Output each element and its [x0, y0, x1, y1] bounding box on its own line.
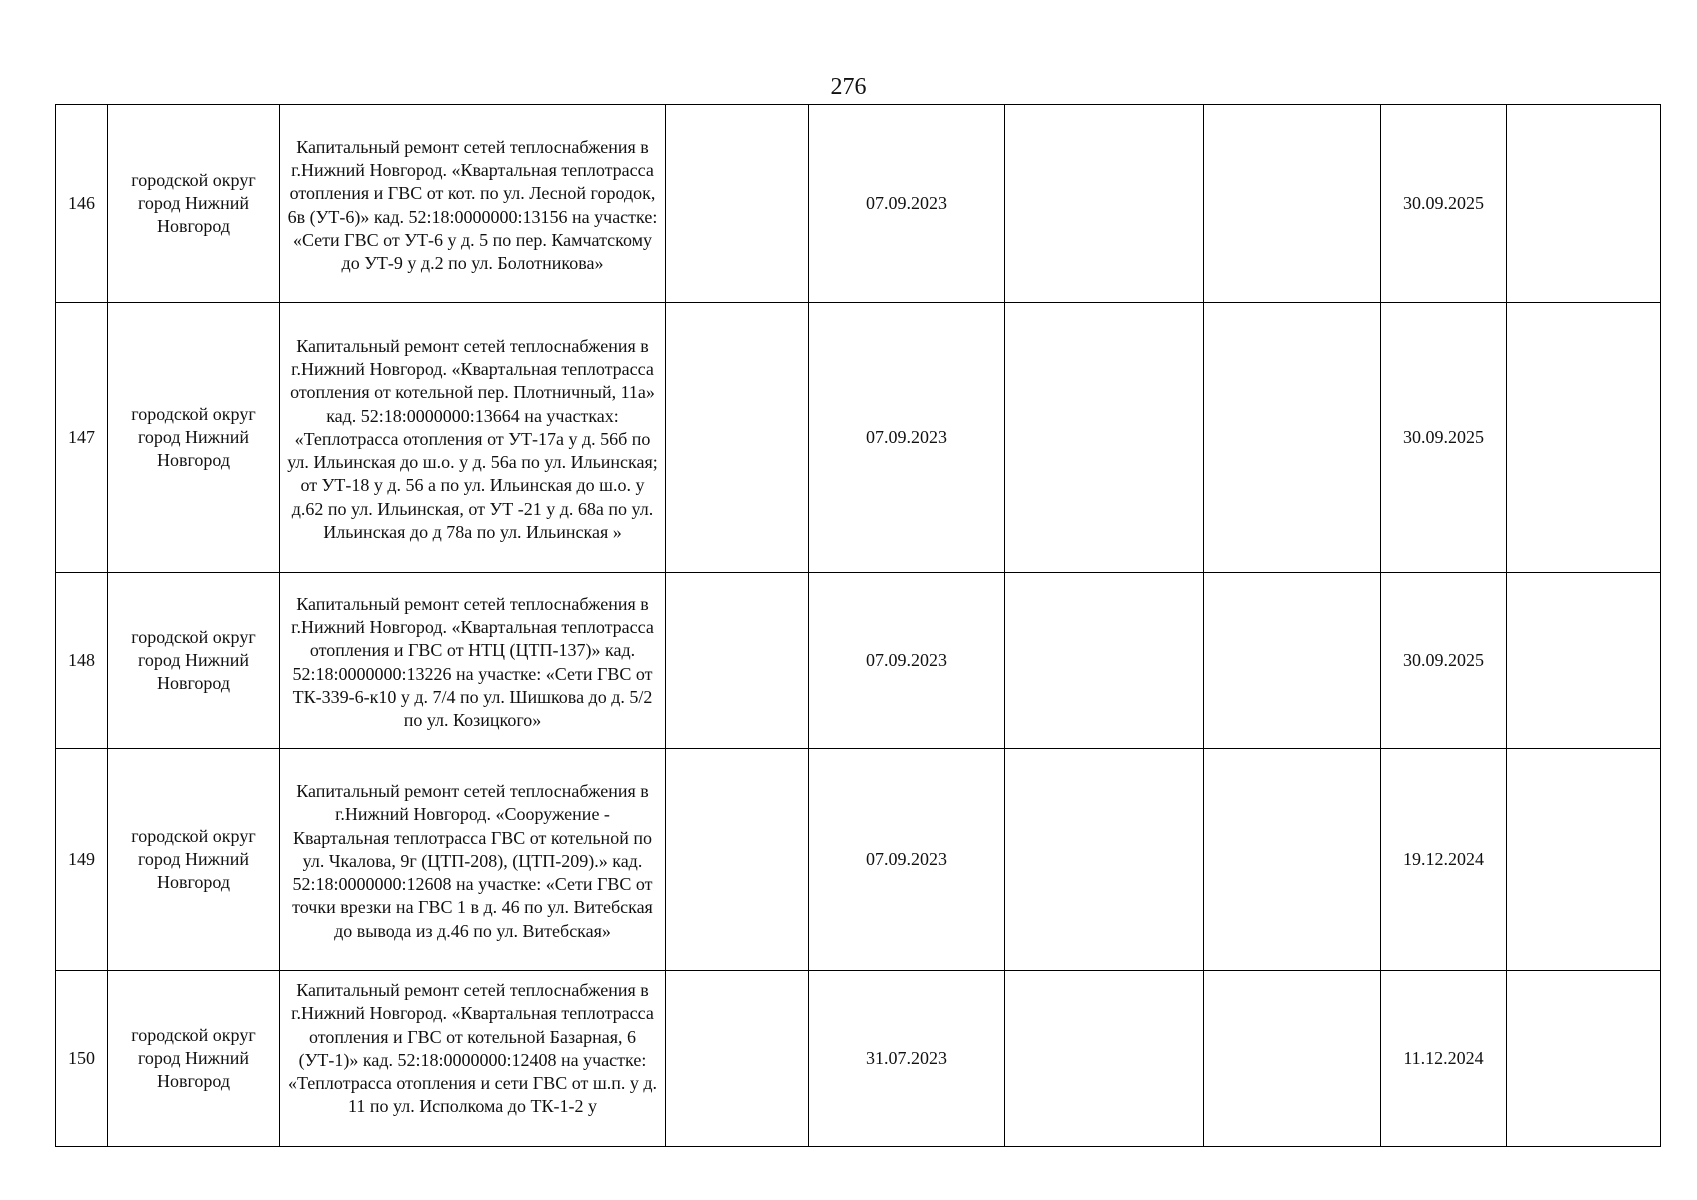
page-number: 276 [830, 74, 867, 100]
empty-cell [1005, 971, 1204, 1147]
row-number: 147 [56, 303, 108, 573]
end-date-cell: 30.09.2025 [1381, 303, 1507, 573]
empty-cell [1005, 749, 1204, 971]
start-date-cell: 07.09.2023 [809, 105, 1005, 303]
empty-cell [666, 105, 809, 303]
description-cell: Капитальный ремонт сетей теплоснабжения в г.Нижний Новгород. «Квартальная теплотрасса отопления и ГВС от котельной Базарная, 6 (УТ-1)» кад. 52:18:0000000:12408 на участке: «Теплотрасса отопления и сети ГВС от ш.п. у д. 11 по ул. Исполкома до ТК-1-2 у [280, 971, 666, 1147]
empty-cell [1005, 573, 1204, 749]
description-cell: Капитальный ремонт сетей теплоснабжения в г.Нижний Новгород. «Квартальная теплотрасса отопления от котельной пер. Плотничный, 11а» кад. 52:18:0000000:13664 на участках: «Теплотрасса отопления от УТ-17а у д. 56б по ул. Ильинская до ш.о. у д. 56а по ул. Ильинская; от УТ-18 у д. 56 а по ул. Ильинская до ш.о. у д.62 по ул. Ильинская, от УТ -21 у д. 68а по ул. Ильинская до д 78а по ул. Ильинская » [280, 303, 666, 573]
start-date-cell: 07.09.2023 [809, 303, 1005, 573]
table-row [56, 105, 1661, 303]
end-date-cell: 11.12.2024 [1381, 971, 1507, 1147]
empty-cell [666, 971, 809, 1147]
start-date-cell: 31.07.2023 [809, 971, 1005, 1147]
empty-cell [1507, 573, 1661, 749]
empty-cell [1507, 303, 1661, 573]
empty-cell [1204, 303, 1381, 573]
row-number: 150 [56, 971, 108, 1147]
municipality-cell: городской округ город Нижний Новгород [108, 971, 280, 1147]
table-row [56, 303, 1661, 573]
table-row [56, 573, 1661, 749]
municipality-cell: городской округ город Нижний Новгород [108, 105, 280, 303]
start-date-cell: 07.09.2023 [809, 573, 1005, 749]
municipality-cell: городской округ город Нижний Новгород [108, 303, 280, 573]
empty-cell [666, 303, 809, 573]
empty-cell [666, 573, 809, 749]
empty-cell [1204, 105, 1381, 303]
municipality-cell: городской округ город Нижний Новгород [108, 573, 280, 749]
description-cell: Капитальный ремонт сетей теплоснабжения в г.Нижний Новгород. «Квартальная теплотрасса отопления и ГВС от кот. по ул. Лесной городок, 6в (УТ-6)» кад. 52:18:0000000:13156 на участке: «Сети ГВС от УТ-6 у д. 5 по пер. Камчатскому до УТ-9 у д.2 по ул. Болотникова» [280, 105, 666, 303]
description-cell: Капитальный ремонт сетей теплоснабжения в г.Нижний Новгород. «Квартальная теплотрасса отопления и ГВС от НТЦ (ЦТП-137)» кад. 52:18:0000000:13226 на участке: «Сети ГВС от ТК-339-6-к10 у д. 7/4 по ул. Шишкова до д. 5/2 по ул. Козицкого» [280, 573, 666, 749]
end-date-cell: 30.09.2025 [1381, 573, 1507, 749]
row-number: 148 [56, 573, 108, 749]
empty-cell [666, 749, 809, 971]
table-row [56, 749, 1661, 971]
description-cell: Капитальный ремонт сетей теплоснабжения в г.Нижний Новгород. «Сооружение - Квартальная теплотрасса ГВС от котельной по ул. Чкалова, 9г (ЦТП-208), (ЦТП-209).» кад. 52:18:0000000:12608 на участке: «Сети ГВС от точки врезки на ГВС 1 в д. 46 по ул. Витебская до вывода из д.46 по ул. Витебская» [280, 749, 666, 971]
table-row [56, 971, 1661, 1147]
empty-cell [1507, 971, 1661, 1147]
end-date-cell: 30.09.2025 [1381, 105, 1507, 303]
empty-cell [1204, 573, 1381, 749]
municipality-cell: городской округ город Нижний Новгород [108, 749, 280, 971]
end-date-cell: 19.12.2024 [1381, 749, 1507, 971]
empty-cell [1204, 749, 1381, 971]
document-table [55, 104, 1661, 1147]
empty-cell [1005, 303, 1204, 573]
empty-cell [1507, 749, 1661, 971]
empty-cell [1005, 105, 1204, 303]
empty-cell [1204, 971, 1381, 1147]
empty-cell [1507, 105, 1661, 303]
row-number: 146 [56, 105, 108, 303]
start-date-cell: 07.09.2023 [809, 749, 1005, 971]
row-number: 149 [56, 749, 108, 971]
